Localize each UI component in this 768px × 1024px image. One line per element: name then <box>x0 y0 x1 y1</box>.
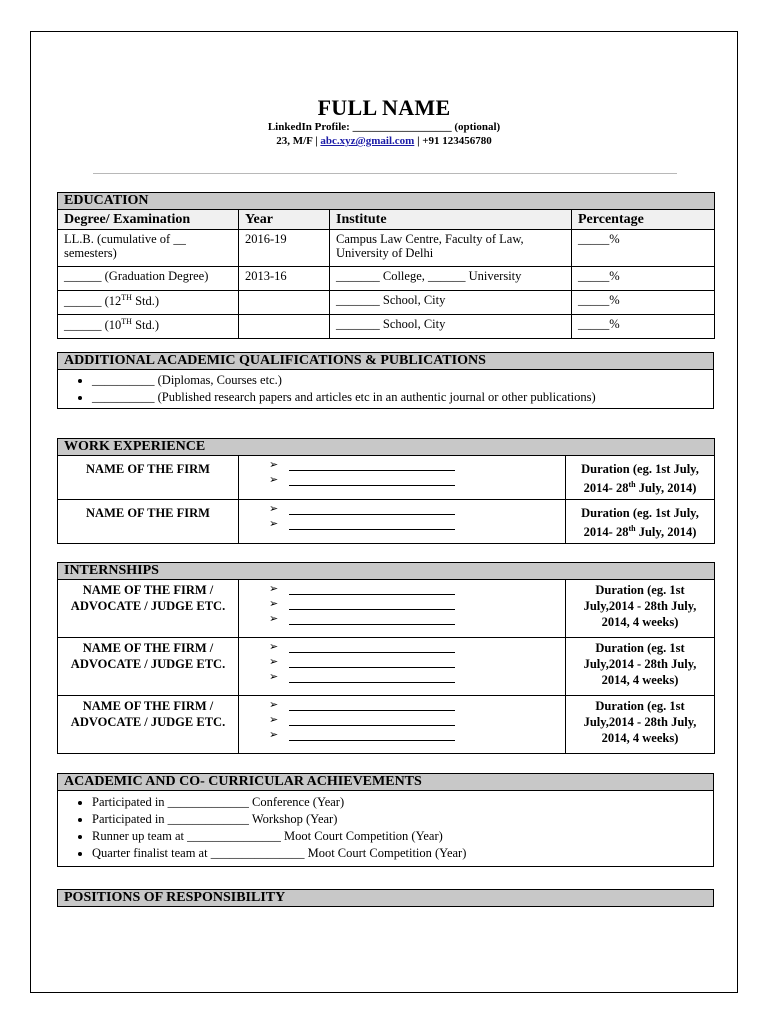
arrow-icon: ➢ <box>269 656 279 668</box>
list-item: • Quarter finalist team at _______________ Moot Court Competition (Year) <box>92 845 707 862</box>
duration: Duration (eg. 1st July,2014 - 28th July, 2014, 4 weeks) <box>566 696 715 754</box>
additional-title: ADDITIONAL ACADEMIC QUALIFICATIONS & PUBLICATIONS <box>58 353 714 370</box>
positions-table <box>57 889 714 907</box>
table-row <box>58 638 715 696</box>
list-item: • __________ (Diplomas, Courses etc.) <box>92 372 707 389</box>
blank-line <box>289 658 455 668</box>
duration-text: Duration (eg. 1st July, 2014- 28 <box>581 506 699 540</box>
blank-line <box>289 520 455 530</box>
degree-text: ______ (10 <box>64 318 122 333</box>
internship-details <box>239 580 566 638</box>
table-row <box>58 500 715 544</box>
list-item: • Runner up team at _______________ Moot Court Competition (Year) <box>92 828 707 845</box>
arrow-icon: ➢ <box>269 641 279 653</box>
list-item: • __________ (Published research papers and articles etc in an authentic journal or other publications) <box>92 389 707 406</box>
duration-text-end: July, 2014) <box>635 525 697 540</box>
degree-sup: TH <box>121 293 132 302</box>
contact-suffix: | +91 123456780 <box>414 135 492 147</box>
blank-line <box>289 615 455 625</box>
duration-sup: th <box>628 480 636 489</box>
blank-line <box>289 716 455 726</box>
percentage-cell: _____% <box>572 267 715 291</box>
institute-cell: Campus Law Centre, Faculty of Law, University of Delhi <box>330 230 572 267</box>
education-title: EDUCATION <box>58 193 715 210</box>
contact-line <box>31 135 737 147</box>
positions-title: POSITIONS OF RESPONSIBILITY <box>58 890 714 907</box>
degree-cell: LL.B. (cumulative of __ semesters) <box>58 230 239 267</box>
percentage-cell: _____% <box>572 291 715 315</box>
additional-table <box>57 352 714 409</box>
degree-text-end: Std.) <box>131 294 160 309</box>
contact-prefix: 23, M/F | <box>276 135 321 147</box>
achievements-table <box>57 773 714 867</box>
institute-cell: _______ School, City <box>330 315 572 339</box>
firm-name: NAME OF THE FIRM / ADVOCATE / JUDGE ETC. <box>58 580 239 638</box>
year-cell: 2016-19 <box>239 230 330 267</box>
firm-name: NAME OF THE FIRM / ADVOCATE / JUDGE ETC. <box>58 638 239 696</box>
list-item: • Participated in _____________ Conference (Year) <box>92 794 707 811</box>
arrow-icon: ➢ <box>269 699 279 711</box>
arrow-icon: ➢ <box>269 518 279 530</box>
year-cell <box>239 315 330 339</box>
duration <box>566 456 715 500</box>
percentage-cell: _____% <box>572 230 715 267</box>
institute-cell: _______ College, ______ University <box>330 267 572 291</box>
internships-table <box>57 562 715 754</box>
arrow-icon: ➢ <box>269 671 279 683</box>
degree-sup: TH <box>121 317 132 326</box>
achievements-list <box>64 794 707 862</box>
duration-sup: th <box>628 524 636 533</box>
table-row <box>58 580 715 638</box>
arrow-icon: ➢ <box>269 583 279 595</box>
col-institute: Institute <box>330 210 572 230</box>
arrow-icon: ➢ <box>269 613 279 625</box>
blank-line <box>289 731 455 741</box>
resume-page <box>30 31 738 993</box>
degree-cell <box>58 315 239 339</box>
blank-line <box>289 461 455 471</box>
institute-cell: _______ School, City <box>330 291 572 315</box>
blank-line <box>289 701 455 711</box>
firm-name: NAME OF THE FIRM <box>58 456 239 500</box>
arrow-icon: ➢ <box>269 598 279 610</box>
degree-text: ______ (12 <box>64 294 122 309</box>
duration: Duration (eg. 1st July,2014 - 28th July, 2014, 4 weeks) <box>566 638 715 696</box>
blank-line <box>289 505 455 515</box>
linkedin-line: LinkedIn Profile: __________________ (optional) <box>267 121 501 133</box>
duration-text: Duration (eg. 1st July, 2014- 28 <box>581 462 699 496</box>
table-row <box>58 291 715 315</box>
arrow-icon: ➢ <box>269 714 279 726</box>
duration <box>566 500 715 544</box>
blank-line <box>289 643 455 653</box>
blank-line <box>289 476 455 486</box>
duration-text-end: July, 2014) <box>635 481 697 496</box>
list-item: • Participated in _____________ Workshop (Year) <box>92 811 707 828</box>
table-row <box>58 267 715 291</box>
blank-line <box>289 585 455 595</box>
duration: Duration (eg. 1st July,2014 - 28th July, 2014, 4 weeks) <box>566 580 715 638</box>
education-table <box>57 192 715 339</box>
table-row <box>58 315 715 339</box>
year-cell <box>239 291 330 315</box>
arrow-icon: ➢ <box>269 729 279 741</box>
achievements-title: ACADEMIC AND CO- CURRICULAR ACHIEVEMENTS <box>58 774 714 791</box>
table-row <box>58 456 715 500</box>
additional-list <box>64 372 707 406</box>
blank-line <box>289 673 455 683</box>
additional-list-cell <box>58 370 714 409</box>
blank-line <box>289 600 455 610</box>
work-title: WORK EXPERIENCE <box>58 439 715 456</box>
degree-cell: ______ (Graduation Degree) <box>58 267 239 291</box>
work-details <box>239 456 566 500</box>
internship-details <box>239 696 566 754</box>
percentage-cell: _____% <box>572 315 715 339</box>
internships-title: INTERNSHIPS <box>58 563 715 580</box>
table-row <box>58 230 715 267</box>
firm-name: NAME OF THE FIRM / ADVOCATE / JUDGE ETC. <box>58 696 239 754</box>
work-details <box>239 500 566 544</box>
col-year: Year <box>239 210 330 230</box>
arrow-icon: ➢ <box>269 503 279 515</box>
col-degree: Degree/ Examination <box>58 210 239 230</box>
degree-cell <box>58 291 239 315</box>
full-name: FULL NAME <box>317 95 451 120</box>
arrow-icon: ➢ <box>269 459 279 471</box>
email-link[interactable]: abc.xyz@gmail.com <box>320 135 415 147</box>
table-row <box>58 696 715 754</box>
work-table <box>57 438 715 544</box>
year-cell: 2013-16 <box>239 267 330 291</box>
col-percentage: Percentage <box>572 210 715 230</box>
degree-text-end: Std.) <box>131 318 160 333</box>
firm-name: NAME OF THE FIRM <box>58 500 239 544</box>
internship-details <box>239 638 566 696</box>
achievements-list-cell <box>58 791 714 867</box>
header-divider <box>93 173 677 174</box>
arrow-icon: ➢ <box>269 474 279 486</box>
